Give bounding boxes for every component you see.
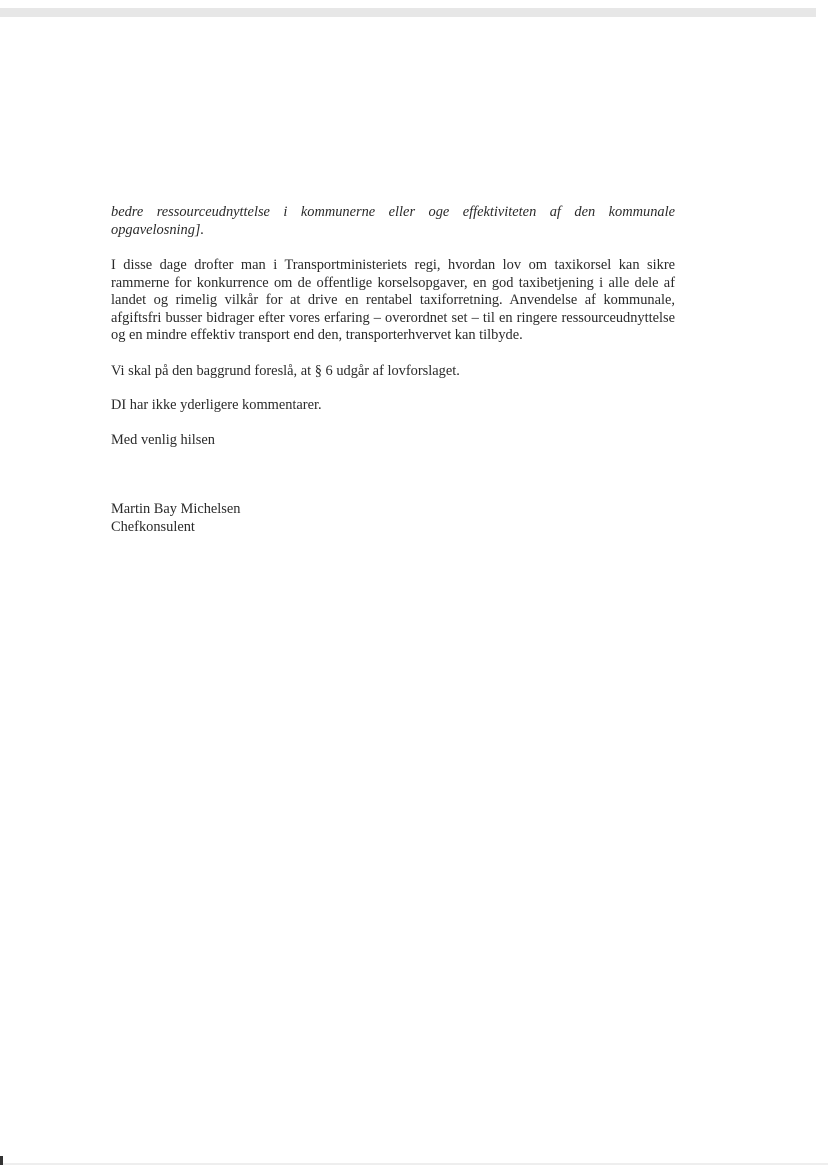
scan-mark xyxy=(0,1156,3,1165)
scan-edge-top xyxy=(0,8,816,17)
main-paragraph: I disse dage drofter man i Transportministeriets regi, hvordan lov om taxikorsel kan sikre rammerne for konkurrence om de offentlige korselsopgaver, en god taxibetjening i alle dele af landet og rimelig vilkår for at drive en rentabel taxiforretning. Anvendelse af kommunale, afgiftsfri busser bidrager efter vores erfaring – overordnet set – til en ringere ressourceudnyttelse og en mindre effektiv transport end den, transporterhvervet kan tilbyde. xyxy=(111,257,675,343)
signature-block xyxy=(111,501,675,536)
scan-edge-bottom xyxy=(0,1163,828,1165)
letter-body xyxy=(111,204,675,536)
no-further-comments-paragraph: DI har ikke yderligere kommentarer. xyxy=(111,397,322,413)
signature-title: Chefkonsulent xyxy=(111,518,195,535)
proposal-paragraph: Vi skal på den baggrund foreslå, at § 6 udgår af lovforslaget. xyxy=(111,362,460,379)
closing-line: Med venlig hilsen xyxy=(111,431,215,448)
signature-name: Martin Bay Michelsen xyxy=(111,501,241,517)
italic-paragraph: bedre ressourceudnyttelse i kommunerne eller oge effektiviteten af den kommunale opgavelosning]. xyxy=(111,204,675,238)
